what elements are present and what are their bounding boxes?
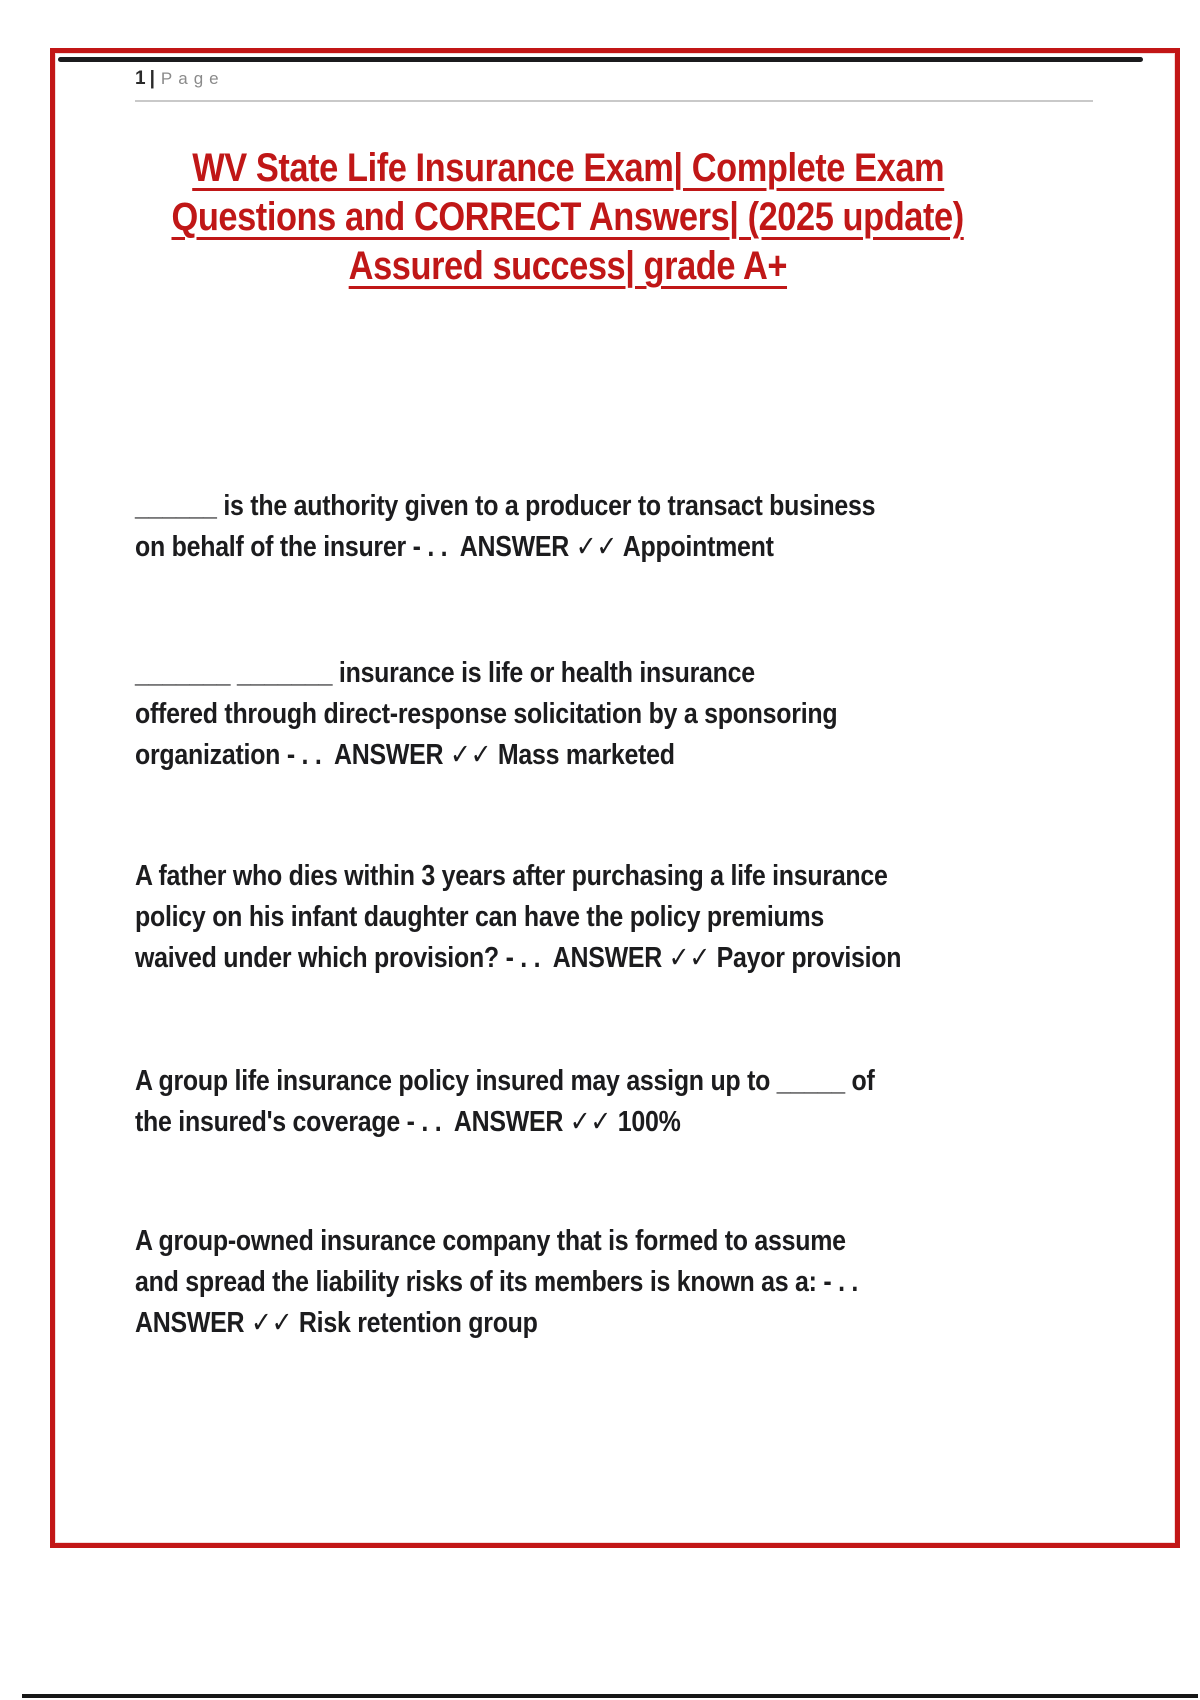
question-line: A group life insurance policy insured may assign up to _____ of xyxy=(135,1065,875,1097)
question-line: organization - . . ANSWER ✓✓ Mass marketed xyxy=(135,739,675,771)
question-paragraph xyxy=(135,1221,1135,1344)
question-line: _______ _______ insurance is life or health insurance xyxy=(135,657,755,689)
question-line: on behalf of the insurer - . . ANSWER ✓✓ Appointment xyxy=(135,531,774,563)
question-paragraph xyxy=(135,486,1135,568)
document-title-line: Questions and CORRECT Answers| (2025 update) xyxy=(171,195,965,239)
question-line: waived under which provision? - . . ANSWER ✓✓ Payor provision xyxy=(135,942,902,974)
question-line: policy on his infant daughter can have the policy premiums xyxy=(135,901,825,933)
document-title-line: WV State Life Insurance Exam| Complete Exam xyxy=(192,146,945,190)
document-title-line: Assured success| grade A+ xyxy=(348,244,788,288)
question-paragraph xyxy=(135,653,1135,776)
question-line: and spread the liability risks of its members is known as a: - . . xyxy=(135,1266,859,1298)
question-line: ______ is the authority given to a producer to transact business xyxy=(135,490,876,522)
question-line: A father who dies within 3 years after purchasing a life insurance xyxy=(135,860,888,892)
question-line: the insured's coverage - . . ANSWER ✓✓ 100% xyxy=(135,1106,681,1138)
question-line: ANSWER ✓✓ Risk retention group xyxy=(135,1307,538,1339)
top-scan-edge-line xyxy=(58,57,1143,62)
question-paragraph xyxy=(135,1061,1135,1143)
page-header-separator: | xyxy=(149,68,155,89)
header-rule xyxy=(135,100,1093,102)
question-line: A group-owned insurance company that is formed to assume xyxy=(135,1225,846,1257)
page-label: Page xyxy=(160,69,225,88)
page-number: 1 xyxy=(135,68,146,89)
bottom-scan-edge-line xyxy=(22,1694,1198,1698)
question-line: offered through direct-response solicitation by a sponsoring xyxy=(135,698,838,730)
page-header xyxy=(135,68,225,94)
question-paragraph xyxy=(135,856,1135,979)
document-title xyxy=(135,144,1001,291)
